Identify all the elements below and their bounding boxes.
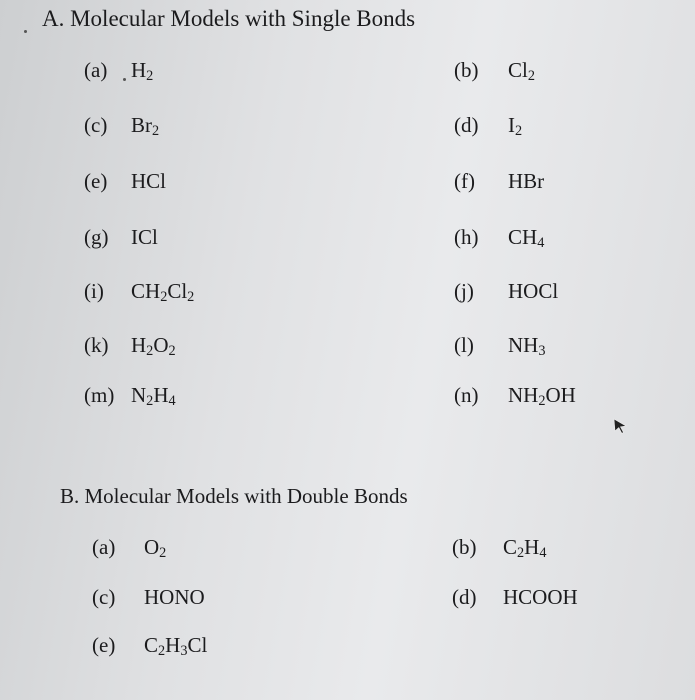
mouse-pointer-icon bbox=[613, 418, 627, 434]
chemical-formula: ICl bbox=[131, 225, 158, 249]
chemical-formula: HONO bbox=[144, 585, 205, 609]
item-label: (k) bbox=[84, 333, 109, 357]
section-b-heading: B. Molecular Models with Double Bonds bbox=[60, 484, 408, 508]
stray-dot bbox=[24, 30, 27, 33]
chemical-formula: $I_2$ bbox=[508, 113, 523, 140]
item-label: (j) bbox=[454, 279, 474, 303]
item-label: (e) bbox=[84, 169, 108, 193]
item-label: (f) bbox=[454, 169, 475, 193]
item-label: (l) bbox=[454, 333, 474, 357]
chemical-formula: HBr bbox=[508, 169, 545, 193]
chemical-formula: $N_2H_4$ bbox=[131, 383, 176, 410]
item-label: (a) bbox=[92, 535, 116, 559]
chemical-formula: $CH_4$ bbox=[508, 225, 545, 252]
item-label: (n) bbox=[454, 383, 479, 407]
item-label: (h) bbox=[454, 225, 479, 249]
chemical-formula: $CH_2Cl_2$ bbox=[131, 279, 195, 306]
stray-dot bbox=[123, 78, 126, 81]
item-label: (b) bbox=[454, 58, 479, 82]
chemical-formula: $H_2$ bbox=[131, 58, 154, 85]
item-label: (e) bbox=[92, 633, 116, 657]
chemical-formula: $Br_2$ bbox=[131, 113, 160, 140]
item-label: (b) bbox=[452, 535, 477, 559]
chemical-formula: $NH_3$ bbox=[508, 333, 546, 360]
item-label: (d) bbox=[454, 113, 479, 137]
item-label: (c) bbox=[84, 113, 108, 137]
section-a-heading: A. Molecular Models with Single Bonds bbox=[42, 6, 416, 31]
chemical-formula: $C_2H_3Cl$ bbox=[144, 633, 208, 660]
item-label: (g) bbox=[84, 225, 109, 249]
chemical-formula: $Cl_2$ bbox=[508, 58, 535, 85]
item-label: (d) bbox=[452, 585, 477, 609]
chemical-formula: $O_2$ bbox=[144, 535, 167, 562]
chemical-formula: HOCl bbox=[508, 279, 559, 303]
item-label: (m) bbox=[84, 383, 115, 407]
item-label: (c) bbox=[92, 585, 116, 609]
chemical-formula: $H_2O_2$ bbox=[131, 333, 176, 360]
item-label: (a) bbox=[84, 58, 108, 82]
chemical-formula: HCl bbox=[131, 169, 167, 193]
item-label: (i) bbox=[84, 279, 104, 303]
chemical-formula: $C_2H_4$ bbox=[503, 535, 547, 562]
chemical-formula: $NH_2OH$ bbox=[508, 383, 576, 410]
chemical-formula: HCOOH bbox=[503, 585, 578, 609]
